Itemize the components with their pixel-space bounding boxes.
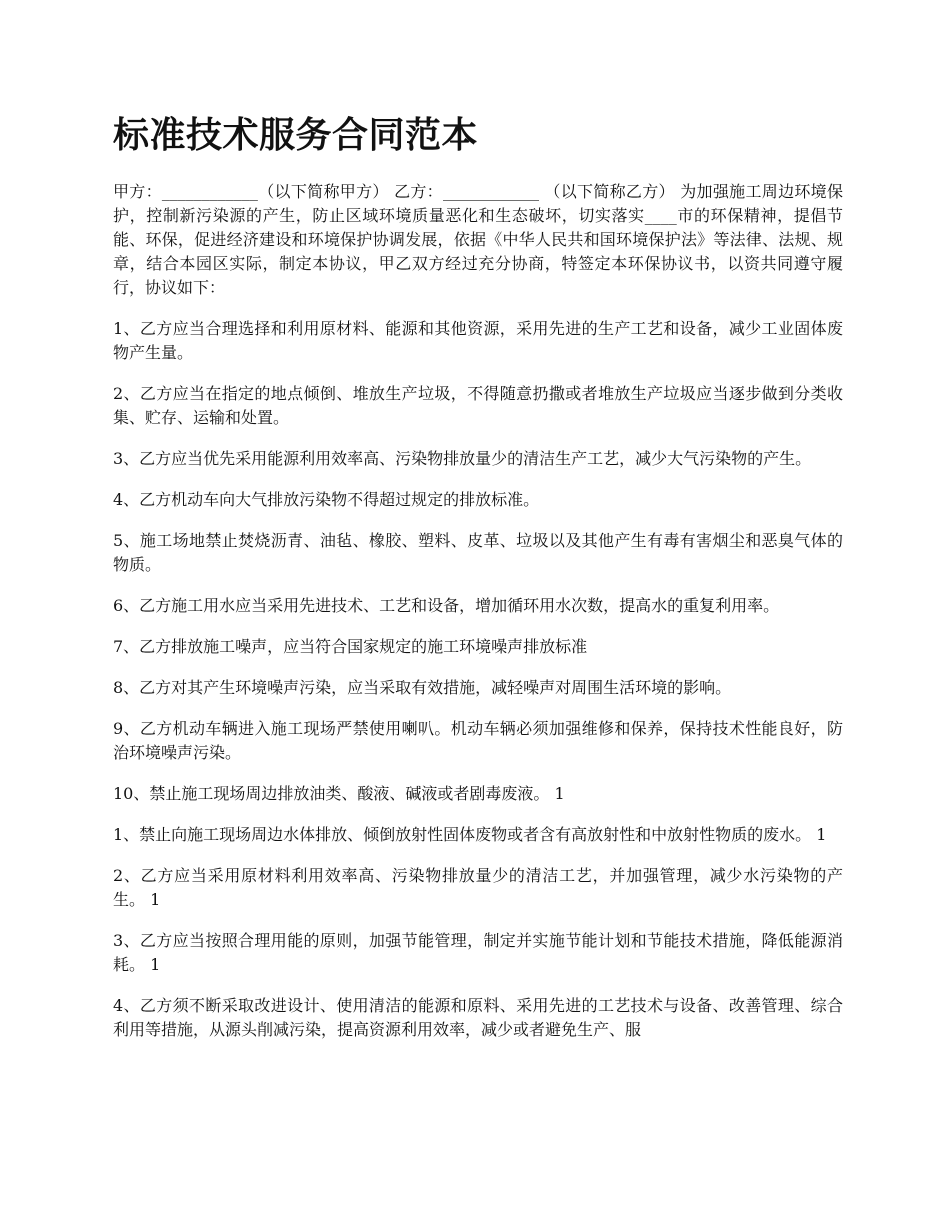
clause-1: 1、乙方应当合理选择和利用原材料、能源和其他资源，采用先进的生产工艺和设备，减少工业固体废物产生量。 <box>113 319 843 362</box>
clause-6: 6、乙方施工用水应当采用先进技术、工艺和设备，增加循环用水次数，提高水的重复利用率。 <box>113 596 780 615</box>
clause-14: 4、乙方须不断采取改进设计、使用清洁的能源和原料、采用先进的工艺技术与设备、改善管理、综合利用等措施，从源头削减污染，提高资源利用效率，减少或者避免生产、服 <box>113 996 843 1039</box>
clause-3: 3、乙方应当优先采用能源利用效率高、污染物排放量少的清洁生产工艺，减少大气污染物的产生。 <box>113 449 812 468</box>
document-page <box>113 110 843 1059</box>
document-title: 标准技术服务合同范本 <box>113 115 479 156</box>
clause-4: 4、乙方机动车向大气排放污染物不得超过规定的排放标准。 <box>113 490 540 509</box>
clause-8: 8、乙方对其产生环境噪声污染，应当采取有效措施，减轻噪声对周围生活环境的影响。 <box>113 678 732 697</box>
clause-2: 2、乙方应当在指定的地点倾倒、堆放生产垃圾，不得随意扔撒或者堆放生产垃圾应当逐步做到分类收集、贮存、运输和处置。 <box>113 384 843 427</box>
clause-10: 10、禁止施工现场周边排放油类、酸液、碱液或者剧毒废液。 1 <box>113 784 565 803</box>
clause-11: 1、禁止向施工现场周边水体排放、倾倒放射性固体废物或者含有高放射性和中放射性物质的废水。 1 <box>113 825 827 844</box>
clause-9: 9、乙方机动车辆进入施工现场严禁使用喇叭。机动车辆必须加强维修和保养，保持技术性能良好，防治环境噪声污染。 <box>113 719 843 762</box>
clause-12: 2、乙方应当采用原材料利用效率高、污染物排放量少的清洁工艺，并加强管理，减少水污染物的产生。 1 <box>113 866 843 909</box>
clause-5: 5、施工场地禁止焚烧沥青、油毡、橡胶、塑料、皮革、垃圾以及其他产生有毒有害烟尘和恶臭气体的物质。 <box>113 531 843 574</box>
clause-13: 3、乙方应当按照合理用能的原则，加强节能管理，制定并实施节能计划和节能技术措施，降低能源消耗。 1 <box>113 931 843 974</box>
contract-intro: 甲方：____________（以下简称甲方） 乙方：____________ （以下简称乙方） 为加强施工周边环境保护，控制新污染源的产生，防止区域环境质量恶化和生态破坏，切实落实____市的环保精神，提倡节能、环保，促进经济建设和环境保护协调发展，依据《中华人民共和国环境保护法》等法律、法规、规章，结合本园区实际，制定本协议，甲乙双方经过充分协商，特签定本环保协议书，以资共同遵守履行，协议如下： <box>113 182 843 297</box>
clause-7: 7、乙方排放施工噪声，应当符合国家规定的施工环境噪声排放标准 <box>113 637 588 656</box>
